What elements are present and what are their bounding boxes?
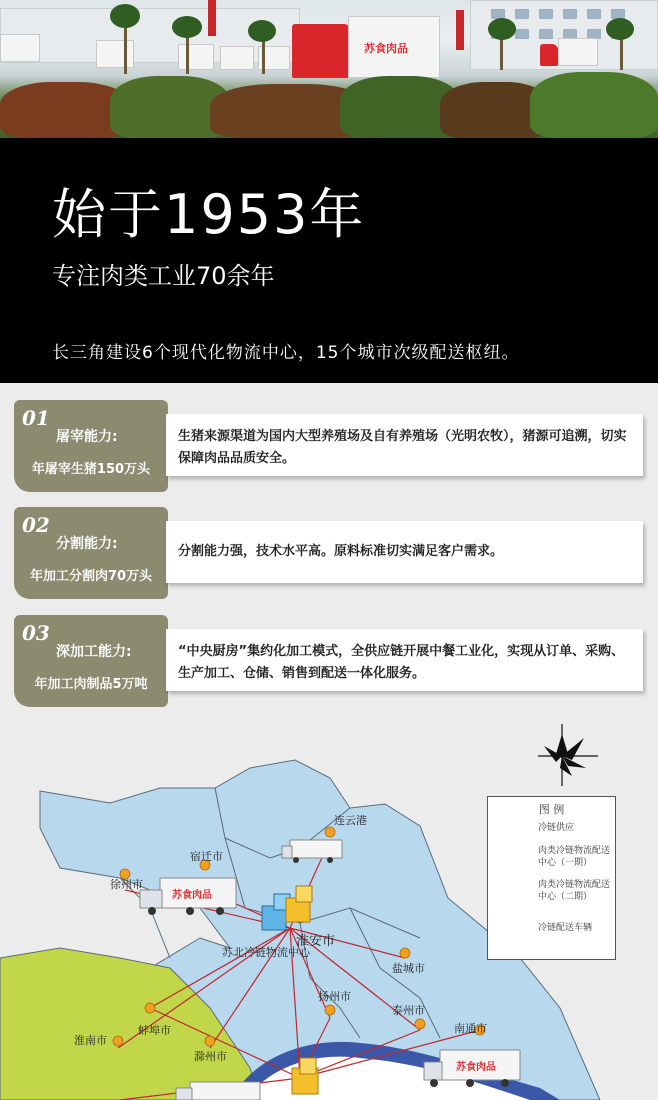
capability-label: 屠宰能力: xyxy=(56,429,118,445)
van xyxy=(96,40,134,70)
capability-stat: 年屠宰生猪150万头 xyxy=(31,462,151,477)
distribution-map xyxy=(0,708,658,1100)
intro-subtitle: 专注肉类工业70余年 xyxy=(52,262,275,290)
capability-description: “中央厨房”集约化加工模式，全供应链开展中餐工业化，实现从订单、采购、生产加工、仓储、销售到配送一体化服务。 xyxy=(178,644,625,681)
capability-description-box xyxy=(166,629,643,691)
city-label-chuzhou: 滁州市 xyxy=(194,1050,227,1063)
center-label: 苏北冷链物流中心 xyxy=(222,946,310,959)
capability-slaughter xyxy=(14,400,654,492)
capability-number: 02 xyxy=(22,513,50,537)
capability-label: 深加工能力: xyxy=(56,644,132,660)
flag xyxy=(208,0,216,36)
legend-title: 图 例 xyxy=(538,803,565,816)
flag xyxy=(456,10,464,50)
capability-number: 03 xyxy=(22,621,50,645)
van xyxy=(178,44,214,72)
capability-badge xyxy=(14,615,168,707)
capability-badge xyxy=(14,507,168,599)
legend-truck: 冷链配送车辆 xyxy=(538,923,593,933)
palm-tree xyxy=(606,18,634,40)
capability-description: 生猪来源渠道为国内大型养殖场及自有养殖场（光明农牧），猪源可追溯，切实保障肉品品质安全。 xyxy=(178,429,627,466)
van xyxy=(220,46,254,72)
city-label-yangzhou: 扬州市 xyxy=(318,990,351,1003)
city-label-nantong: 南通市 xyxy=(454,1022,487,1035)
legend-center-phase1: 肉类冷链物流配送中心（一期） xyxy=(538,846,611,868)
palm-tree xyxy=(110,4,140,28)
capability-description-box xyxy=(166,521,643,583)
intro-description: 长三角建设6个现代化物流中心，15个城市次级配送枢纽。 xyxy=(52,343,520,363)
truck-logo: 苏食肉品 xyxy=(364,42,408,55)
capability-badge xyxy=(14,400,168,492)
city-label-huainan: 淮南市 xyxy=(74,1034,107,1047)
palm-tree xyxy=(172,16,202,38)
map-truck-logo: 苏食肉品 xyxy=(456,1062,496,1073)
city-label-lianyungang: 连云港 xyxy=(334,814,367,827)
capability-processing xyxy=(14,615,654,707)
city-label-suqian: 宿迁市 xyxy=(190,850,223,863)
compass-icon xyxy=(538,724,598,786)
palm-tree xyxy=(488,18,516,40)
capabilities-section xyxy=(0,383,658,1100)
capability-stat: 年加工肉制品5万吨 xyxy=(34,677,148,692)
van xyxy=(0,34,40,64)
capability-stat: 年加工分割肉70万头 xyxy=(29,569,153,584)
city-label-bengbu: 蚌埠市 xyxy=(138,1024,171,1037)
capability-number: 01 xyxy=(22,406,50,430)
intro-title: 始于1953年 xyxy=(52,183,366,246)
city-label-yancheng: 盐城市 xyxy=(392,962,425,975)
shrub xyxy=(530,72,658,138)
capability-label: 分割能力: xyxy=(56,536,118,552)
truck xyxy=(540,38,600,68)
map-legend xyxy=(487,796,616,960)
hero-photo xyxy=(0,0,658,138)
city-label-huaian: 淮安市 xyxy=(296,934,336,949)
palm-tree xyxy=(248,20,276,42)
intro-section xyxy=(0,138,658,383)
city-label-xuzhou: 徐州市 xyxy=(110,878,143,891)
legend-center-phase2: 肉类冷链物流配送中心（二期） xyxy=(538,880,611,902)
capability-cutting xyxy=(14,507,654,599)
city-label-taizhou: 泰州市 xyxy=(392,1004,425,1017)
capability-description-box xyxy=(166,414,643,476)
legend-cold-chain: 冷链供应 xyxy=(538,823,575,833)
cold-chain-truck xyxy=(292,14,442,84)
capability-description: 分割能力强，技术水平高。原料标准切实满足客户需求。 xyxy=(178,544,504,559)
map-truck-logo: 苏食肉品 xyxy=(172,890,212,901)
